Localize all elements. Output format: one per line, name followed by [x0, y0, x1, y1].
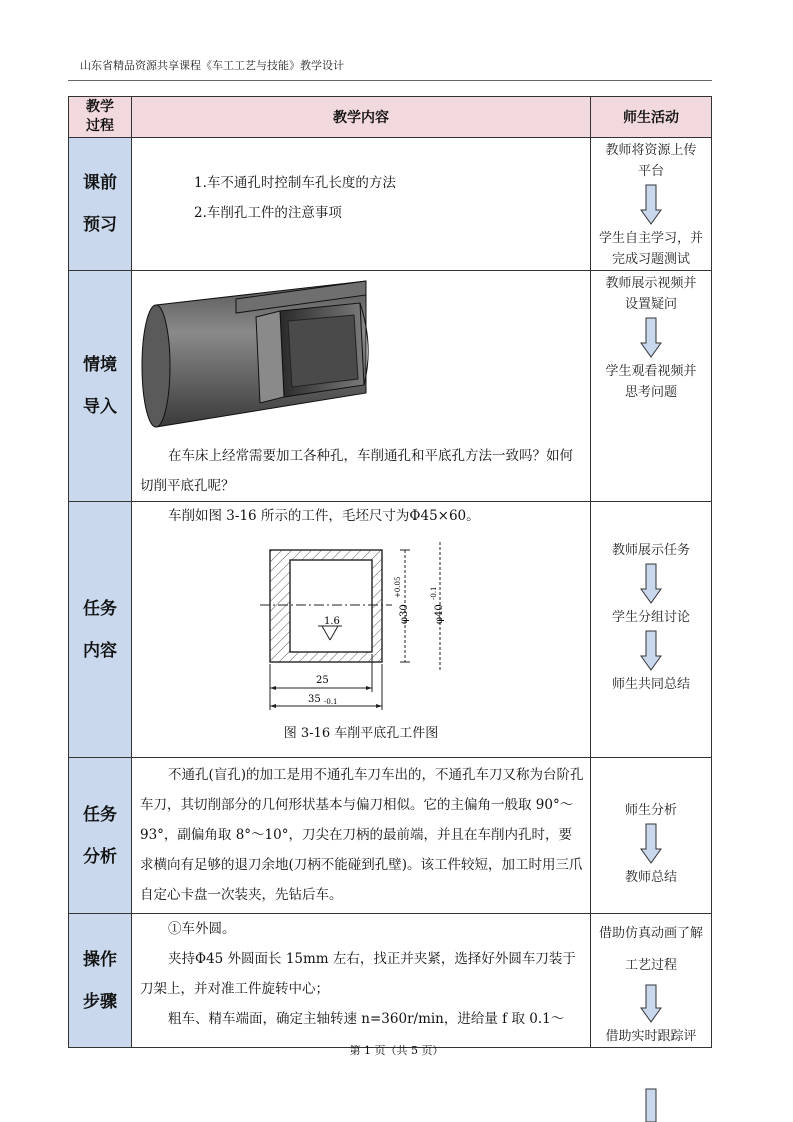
content-intro: [132, 271, 591, 502]
intro-act-1: 教师展示视频并设置疑问: [605, 276, 697, 312]
content-steps: [132, 914, 591, 1048]
preview-item-1: 1.车不通孔时控制车孔长度的方法: [194, 175, 396, 191]
activity-task: [591, 502, 712, 758]
down-arrow-icon: [640, 184, 662, 226]
stage-steps: [69, 914, 132, 1048]
down-arrow-icon: [640, 984, 662, 1024]
ra-label: 1.6: [324, 616, 340, 627]
stage-steps-line2: 步骤: [83, 991, 117, 1012]
stage-intro-line2: 导入: [83, 397, 117, 417]
dim-35: 35: [308, 694, 321, 705]
down-arrow-icon: [640, 823, 662, 865]
steps-act-2: 借助实时跟踪评: [605, 1029, 697, 1044]
steps-p2: 夹持Φ45 外圆面长 15mm 左右，找正并夹紧，选择好外圆车刀装于刀架上，并对准工件旋转中心；: [140, 951, 576, 997]
content-task: [132, 502, 591, 758]
activity-steps: [591, 914, 712, 1048]
col-header-process: [69, 97, 132, 138]
analysis-act-2: 教师总结: [624, 870, 677, 885]
intro-act-2: 学生观看视频并思考问题: [605, 364, 697, 400]
preview-item-2: 2.车削孔工件的注意事项: [194, 205, 342, 221]
stage-task-line2: 内容: [83, 640, 117, 661]
preview-act-2: 学生自主学习，并完成习题测试: [598, 231, 703, 267]
down-arrow-icon: [640, 630, 662, 672]
stage-analysis-line1: 任务: [83, 804, 117, 825]
stage-preview-line1: 课前: [83, 173, 117, 193]
page-header: 山东省精品资源共享课程《车工工艺与技能》教学设计: [80, 59, 344, 72]
figure-caption: 图 3-16 车削平底孔工件图: [283, 726, 439, 741]
dim-35-tol: -0.1: [324, 698, 338, 706]
stage-steps-line1: 操作: [83, 949, 117, 970]
stage-analysis: [69, 758, 132, 914]
stage-intro-line1: 情境: [83, 355, 117, 375]
steps-p3: 粗车、精车端面，确定主轴转速 n=360r/min，进给量 f 取 0.1～: [168, 1011, 565, 1027]
dim-d40: φ40: [434, 604, 445, 624]
activity-intro: [591, 271, 712, 502]
col-header-content: 教学内容: [132, 97, 591, 138]
task-act-3: 师生共同总结: [611, 677, 690, 692]
task-act-2: 学生分组讨论: [611, 610, 690, 625]
activity-analysis: [591, 758, 712, 914]
activity-preview: [591, 138, 712, 271]
content-preview: [132, 138, 591, 271]
col-header-process-line2: 过程: [86, 118, 114, 134]
down-arrow-icon: [640, 1088, 662, 1122]
dim-25: 25: [316, 675, 329, 686]
task-act-1: 教师展示任务: [611, 543, 690, 558]
stage-intro: [69, 271, 132, 502]
lesson-table: [68, 96, 712, 1048]
page-footer: 第 1 页（共 5 页）: [349, 1044, 444, 1057]
down-arrow-icon: [640, 317, 662, 359]
steps-p1: ①车外圆。: [168, 921, 236, 937]
analysis-text: 不通孔(盲孔)的加工是用不通孔车刀车出的，不通孔车刀又称为台阶孔车刀，其切削部分的几何形状基本与偏刀相似。它的主偏角一般取 90°～93°，副偏角取 8°～10°，刀尖在刀柄的最前端，并且在车削内孔时，要求横向有足够的退刀余地(刀柄不能碰到孔壁)。该工件较短，加工时用三爪自定心卡盘一次装夹，先钻后车。: [140, 767, 584, 903]
col-header-activity: 师生活动: [591, 97, 712, 138]
analysis-act-1: 师生分析: [624, 803, 677, 818]
intro-text: 在车床上经常需要加工各种孔，车削通孔和平底孔方法一致吗？如何切削平底孔呢？: [140, 448, 573, 494]
stage-preview-line2: 预习: [83, 215, 117, 235]
stage-analysis-line2: 分析: [83, 846, 117, 867]
dim-d30-tol: +0.05: [394, 576, 402, 598]
preview-act-1: 教师将资源上传平台: [605, 143, 697, 179]
col-header-process-line1: 教学: [86, 99, 114, 115]
workpiece-3d-illustration: [138, 275, 378, 435]
dim-d40-tol: -0.1: [430, 586, 438, 600]
stage-task: [69, 502, 132, 758]
content-analysis: [132, 758, 591, 914]
down-arrow-icon: [640, 563, 662, 605]
task-text: 车削如图 3-16 所示的工件，毛坯尺寸为Φ45×60。: [168, 508, 480, 524]
steps-act-1: 借助仿真动画了解工艺过程: [598, 926, 703, 973]
dim-d30: φ30: [399, 604, 410, 624]
stage-preview: [69, 138, 132, 271]
header-rule: [68, 80, 712, 81]
stage-task-line1: 任务: [83, 598, 117, 619]
technical-drawing-3-16: [260, 542, 460, 722]
